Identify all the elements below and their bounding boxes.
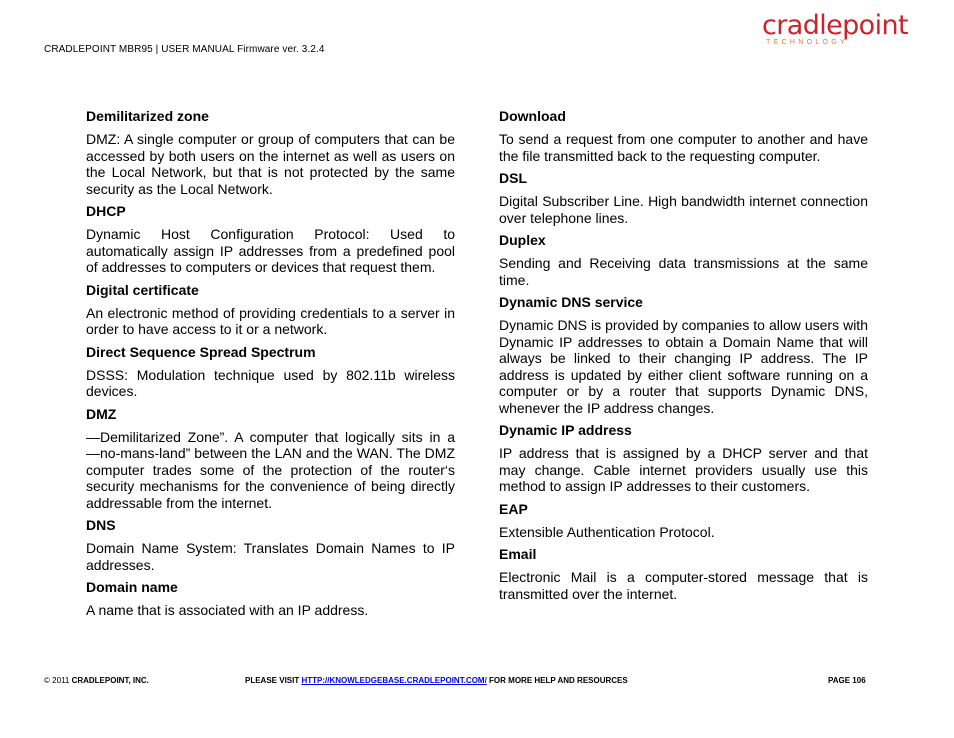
glossary-definition: Dynamic Host Configuration Protocol: Used to automatically assign IP addresses from a predefined pool of addresses to computers or devices that request them. xyxy=(86,226,455,275)
footer-copyright xyxy=(44,676,149,685)
manual-title: CRADLEPOINT MBR95 | USER MANUAL Firmware ver. 3.2.4 xyxy=(44,44,325,55)
visit-suffix: FOR MORE HELP AND RESOURCES xyxy=(489,676,628,685)
glossary-left-column xyxy=(86,108,455,625)
glossary-term: DMZ xyxy=(86,405,117,422)
glossary-definition: Domain Name System: Translates Domain Names to IP addresses. xyxy=(86,540,455,573)
glossary-term: Demilitarized zone xyxy=(86,108,209,124)
glossary-term: Digital certificate xyxy=(86,281,199,298)
glossary-term: Duplex xyxy=(499,232,546,248)
glossary-definition: Sending and Receiving data transmissions at the same time. xyxy=(499,255,868,288)
glossary-definition: Electronic Mail is a computer-stored message that is transmitted over the internet. xyxy=(499,569,868,602)
glossary-entry xyxy=(499,170,868,226)
glossary-term: Dynamic DNS service xyxy=(499,294,643,310)
visit-prefix: PLEASE VISIT xyxy=(245,676,300,685)
logo-wordmark: cradlepoint xyxy=(762,10,909,41)
glossary-definition: Dynamic DNS is provided by companies to allow users with Dynamic IP addresses to obtain a Domain Name that will always be linked to their changing IP address. The IP address is updated by either client software running on a computer or by a router that supports Dynamic DNS, whenever the IP address changes. xyxy=(499,317,868,416)
glossary-term: Dynamic IP address xyxy=(499,422,632,438)
glossary-term: Domain name xyxy=(86,579,178,595)
glossary-term: Email xyxy=(499,546,537,562)
knowledgebase-link[interactable]: HTTP://KNOWLEDGEBASE.CRADLEPOINT.COM/ xyxy=(301,676,487,685)
glossary-definition: DSSS: Modulation technique used by 802.11b wireless devices. xyxy=(86,366,455,399)
glossary-term: EAP xyxy=(499,500,528,517)
glossary-definition: Digital Subscriber Line. High bandwidth internet connection over telephone lines. xyxy=(499,193,868,226)
glossary-entry xyxy=(499,294,868,416)
footer-help xyxy=(245,676,628,685)
glossary-entry xyxy=(86,579,455,619)
glossary-term: DSL xyxy=(499,170,527,186)
page-number: PAGE 106 xyxy=(828,676,866,685)
glossary-entry xyxy=(499,422,868,495)
logo-tagline: TECHNOLOGY xyxy=(766,39,849,46)
glossary-definition: IP address that is assigned by a DHCP server and that may change. Cable internet providers usually use this method to assign IP addresses to their customers. xyxy=(499,445,868,494)
glossary-entry xyxy=(86,108,455,197)
glossary-entry xyxy=(86,282,455,338)
glossary-definition: ―Demilitarized Zone”. A computer that logically sits in a ―no-mans-land” between the LAN and the WAN. The DMZ computer trades some of the protection of the router‘s security mechanisms for the convenience of being directly addressable from the internet. xyxy=(86,428,455,511)
glossary-entry xyxy=(499,501,868,541)
glossary-entry xyxy=(86,344,455,400)
copyright-year: © 2011 xyxy=(44,676,70,685)
glossary-entry xyxy=(499,232,868,288)
glossary-entry xyxy=(499,108,868,164)
glossary-definition: To send a request from one computer to another and have the file transmitted back to the requesting computer. xyxy=(499,131,868,164)
cradlepoint-logo xyxy=(760,12,910,52)
glossary-entry xyxy=(86,406,455,512)
glossary-entry xyxy=(499,546,868,602)
glossary-entry xyxy=(86,203,455,276)
glossary-definition: An electronic method of providing credentials to a server in order to have access to it or a network. xyxy=(86,304,455,337)
glossary-right-column xyxy=(499,108,868,608)
company-name: CRADLEPOINT, INC. xyxy=(71,676,149,685)
glossary-term: Download xyxy=(499,108,566,124)
glossary-entry xyxy=(86,517,455,573)
glossary-term: DNS xyxy=(86,517,116,533)
glossary-definition: DMZ: A single computer or group of computers that can be accessed by both users on the internet as well as users on the Local Network, but that is not protected by the same security as the Local Network. xyxy=(86,131,455,197)
glossary-term: Direct Sequence Spread Spectrum xyxy=(86,343,316,360)
glossary-definition: A name that is associated with an IP address. xyxy=(86,602,369,618)
glossary-definition: Extensible Authentication Protocol. xyxy=(499,523,715,540)
glossary-term: DHCP xyxy=(86,203,126,219)
